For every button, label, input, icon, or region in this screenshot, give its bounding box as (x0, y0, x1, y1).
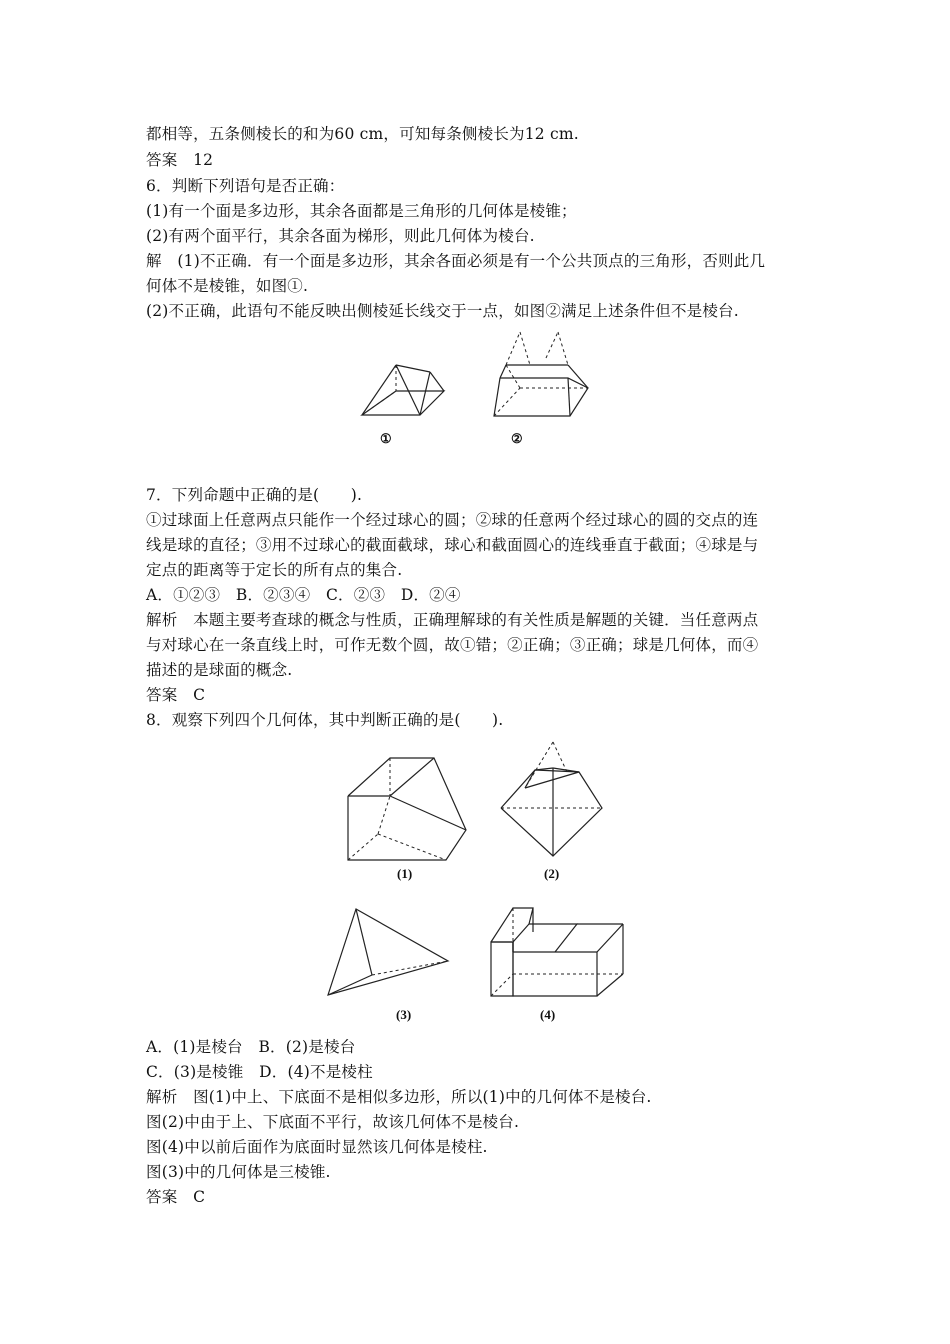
question-7-options: A．①②③ B．②③④ C．②③ D．②④ (146, 586, 461, 604)
question-6-statement-1: (1)有一个面是多边形，其余各面都是三角形的几何体是棱锥； (146, 202, 577, 220)
answer-8: 答案 C (146, 1188, 206, 1206)
answer-5: 答案 12 (146, 151, 214, 169)
figure-caption-1: (1) (397, 866, 413, 881)
solution-6-line-1: 解 (1)不正确．有一个面是多边形，其余各面必须是有一个公共顶点的三角形，否则此几 (146, 252, 766, 270)
analysis-8-line-2: 图(2)中由于上、下底面不平行，故该几何体不是棱台. (146, 1113, 520, 1131)
solution-6-line-3: (2)不正确，此语句不能反映出侧棱延长线交于一点，如图②满足上述条件但不是棱台. (146, 302, 739, 320)
analysis-7-line-3: 描述的是球面的概念. (146, 661, 293, 679)
figure-caption-4: (4) (540, 1007, 556, 1022)
question-7: 7．下列命题中正确的是( ). (146, 486, 363, 504)
question-8-options-ab: A．(1)是棱台 B．(2)是棱台 (146, 1038, 356, 1056)
analysis-8-line-1: 解析 图(1)中上、下底面不是相似多边形，所以(1)中的几何体不是棱台. (146, 1088, 652, 1106)
question-7-line-4: 定点的距离等于定长的所有点的集合. (146, 561, 403, 579)
figure-1-solid (342, 750, 472, 865)
question-8: 8．观察下列四个几何体，其中判断正确的是( ). (146, 711, 504, 729)
analysis-7-line-1: 解析 本题主要考查球的概念与性质，正确理解球的有关性质是解题的关键．当任意两点 (146, 611, 759, 629)
figure-pyramid-counterexample (358, 355, 448, 420)
answer-7: 答案 C (146, 686, 206, 704)
figure-3-solid (322, 905, 452, 1000)
question-6: 6．判断下列语句是否正确： (146, 177, 345, 195)
question-8-options-cd: C．(3)是棱锥 D．(4)不是棱柱 (146, 1063, 373, 1081)
figure-caption-3: (3) (396, 1007, 412, 1022)
question-6-statement-2: (2)有两个面平行，其余各面为梯形，则此几何体为棱台. (146, 227, 535, 245)
figure-4-solid (485, 902, 630, 1000)
analysis-8-line-4: 图(3)中的几何体是三棱锥. (146, 1163, 331, 1181)
figure-2-solid (497, 738, 607, 863)
text-line-1: 都相等，五条侧棱长的和为60 cm，可知每条侧棱长为12 cm. (146, 125, 579, 143)
analysis-8-line-3: 图(4)中以前后面作为底面时显然该几何体是棱柱. (146, 1138, 488, 1156)
figure-caption-2: (2) (544, 866, 560, 881)
figure-caption-circle-1: ① (380, 431, 392, 446)
question-7-line-2: ①过球面上任意两点只能作一个经过球心的圆；②球的任意两个经过球心的圆的交点的连 (146, 511, 759, 529)
solution-6-line-2: 何体不是棱锥，如图①. (146, 277, 309, 295)
figure-frustum-counterexample (490, 330, 595, 422)
figure-caption-circle-2: ② (511, 431, 523, 446)
analysis-7-line-2: 与对球心在一条直线上时，可作无数个圆，故①错；②正确；③正确；球是几何体，而④ (146, 636, 759, 654)
question-7-line-3: 线是球的直径；③用不过球心的截面截球，球心和截面圆心的连线垂直于截面；④球是与 (146, 536, 759, 554)
